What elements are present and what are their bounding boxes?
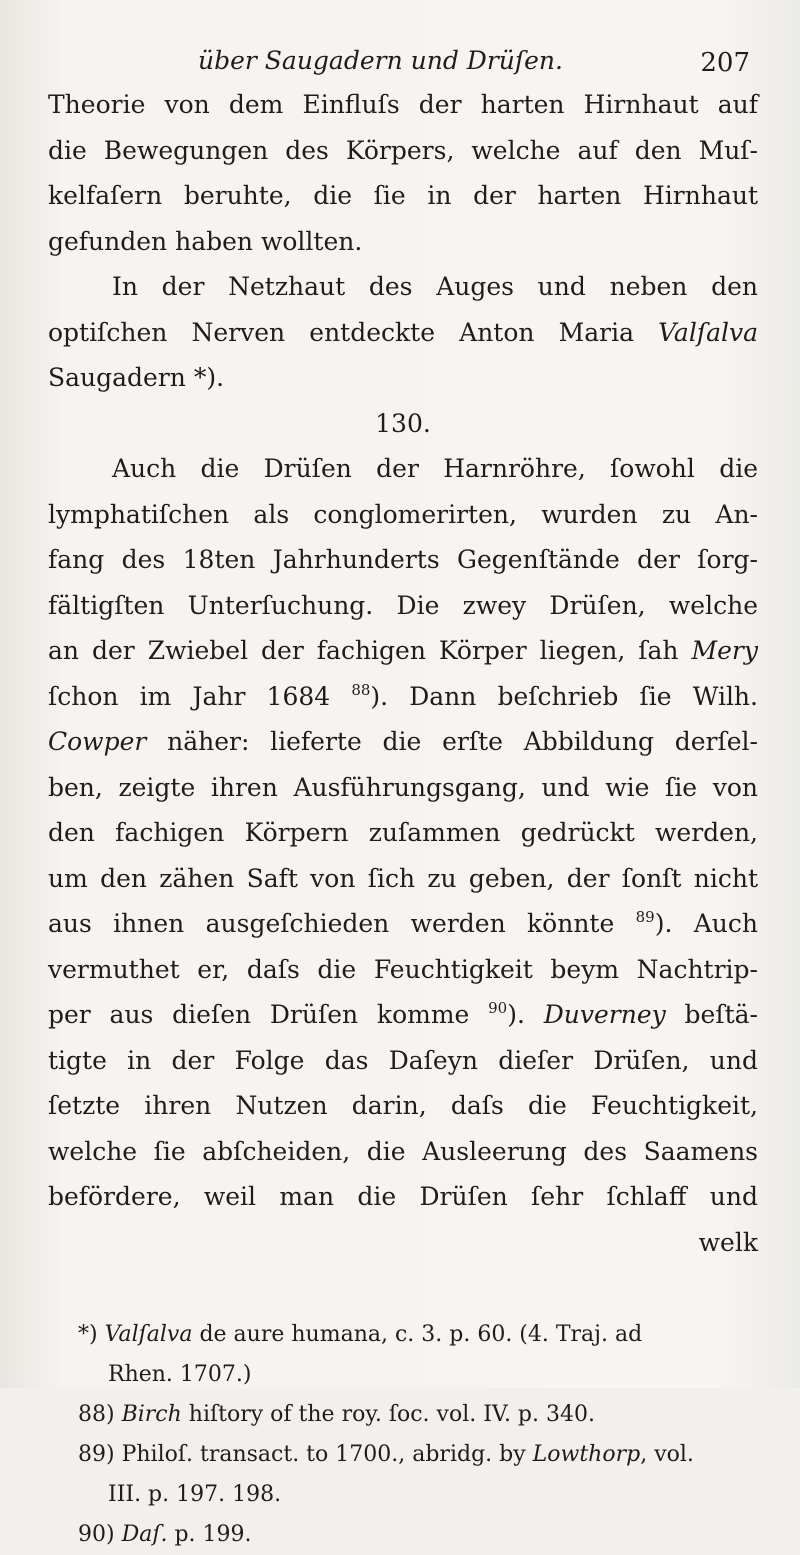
text-line: welche ſie abſcheiden, die Ausleerung des Saamens	[48, 1136, 758, 1166]
text-line	[48, 901, 758, 947]
text-line: Saugadern *).	[48, 363, 225, 392]
running-head	[48, 38, 758, 82]
page-number: 207	[700, 48, 750, 78]
text-line: fältigſten Unterſuchung. Die zwey Drüſen, welche	[48, 590, 758, 620]
text-line: befördere, weil man die Drüſen ſehr ſchlaff und	[48, 1182, 758, 1211]
text-fragment: optiſchen Nerven entdeckte Anton Maria	[48, 317, 659, 347]
text-line: den fachigen Körpern zuſammen gedrückt werden,	[48, 818, 758, 847]
footnote-ref: 89	[635, 908, 655, 926]
footnote-text: , vol.	[640, 1442, 694, 1467]
author-name: Mery	[691, 636, 758, 665]
text-fragment: ſchon im Jahr 1684	[48, 681, 352, 711]
text-fragment: per aus dieſen Drüſen komme	[48, 1000, 489, 1029]
text-line	[48, 674, 758, 720]
text-line: Theorie von dem Einfluſs der harten Hirnhaut auf	[48, 90, 758, 119]
text-fragment: ). Auch	[654, 909, 759, 938]
main-text	[48, 82, 758, 1265]
author-name: Cowper	[48, 727, 147, 756]
footnote-mark: 90)	[78, 1522, 115, 1547]
text-fragment: an der Zwiebel der fachigen Körper liegen, ſah	[48, 636, 692, 665]
footnote-mark: 89)	[78, 1442, 115, 1467]
text-line: In der Netzhaut des Auges und neben den	[112, 272, 758, 301]
text-fragment: ). Dann beſchrieb ſie Wilh.	[370, 681, 758, 711]
text-fragment: näher: lieferte die erſte Abbildung derſel-	[146, 727, 758, 756]
author-name: Birch	[121, 1402, 182, 1427]
footnote-text: de aure humana, c. 3. p. 60. (4. Traj. ad	[192, 1322, 643, 1347]
footnote-text: p. 199.	[167, 1522, 252, 1547]
footnotes	[48, 1315, 758, 1555]
text-line: Auch die Drüſen der Harnröhre, ſowohl die	[112, 454, 758, 483]
text-line	[48, 310, 758, 356]
text-line: ben, zeigte ihren Ausführungsgang, und wie ſie von	[48, 772, 758, 802]
text-line: kelfaſern beruhte, die ſie in der harten Hirnhaut	[48, 181, 758, 210]
text-line: ſetzte ihren Nutzen darin, daſs die Feuchtigkeit,	[48, 1091, 758, 1120]
catchword: welk	[698, 1227, 758, 1257]
footnote-text: Philoſ. transact. to 1700., abridg. by	[114, 1442, 533, 1467]
footnote-ref: 88	[351, 680, 371, 699]
text-fragment: aus ihnen ausgeſchieden werden könnte	[48, 909, 636, 938]
author-name: Lowthorp	[532, 1442, 641, 1467]
text-line: um den zähen Saft von ſich zu geben, der ſonſt nicht	[48, 863, 758, 893]
text-line: fang des 18ten Jahrhunderts Gegenſtände der ſorg-	[48, 545, 758, 574]
text-line	[48, 719, 758, 765]
author-name: Valſalva	[104, 1322, 193, 1347]
author-name: Valſalva	[658, 317, 758, 347]
author-name: Daſ.	[121, 1522, 168, 1547]
text-line: gefunden haben wollten.	[48, 226, 363, 256]
text-line	[48, 992, 758, 1038]
running-title: über Saugadern und Drüſen.	[198, 46, 563, 75]
footnote-text: hiſtory of the roy. ſoc. vol. IV. p. 340.	[181, 1402, 595, 1427]
text-line: vermuthet er, daſs die Feuchtigkeit beym Nachtrip-	[48, 954, 758, 984]
text-line: die Bewegungen des Körpers, welche auf den Muſ-	[48, 135, 758, 165]
footnote	[48, 1395, 758, 1435]
footnote	[48, 1435, 758, 1475]
footnote	[48, 1315, 758, 1355]
footnote-mark: *)	[78, 1322, 98, 1347]
footnote-ref: 90	[488, 999, 508, 1017]
text-line	[48, 628, 758, 674]
text-fragment: ).	[507, 1000, 544, 1029]
author-name: Duverney	[543, 1000, 666, 1029]
footnote-continuation: III. p. 197. 198.	[108, 1482, 282, 1507]
footnote	[48, 1515, 758, 1555]
footnote-continuation: Rhen. 1707.)	[108, 1362, 252, 1387]
section-number: 130.	[375, 408, 431, 438]
text-fragment: beſtä-	[665, 1000, 759, 1029]
text-line: tigte in der Folge das Daſeyn dieſer Drüſen, und	[48, 1045, 758, 1075]
text-line: lymphatiſchen als conglomerirten, wurden zu An-	[48, 499, 758, 529]
footnote-mark: 88)	[78, 1402, 115, 1427]
